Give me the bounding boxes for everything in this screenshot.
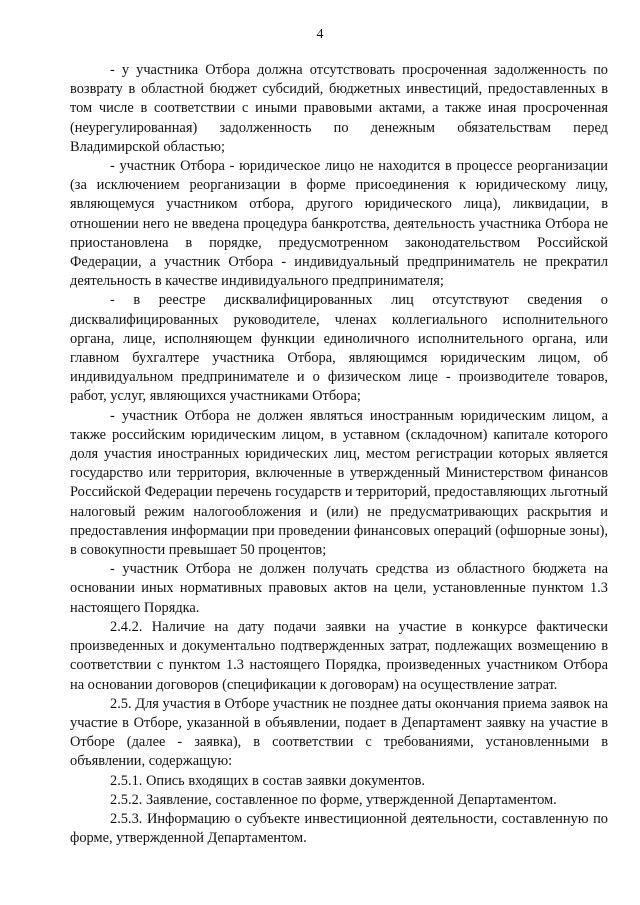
paragraph-2-5-3: 2.5.3. Информацию о субъекте инвестиционной деятельности, составленную по форме, утвержденной Департаментом.: [70, 810, 608, 847]
page-number: 4: [316, 27, 324, 42]
document-body: [70, 61, 608, 848]
paragraph-debt-requirement: - у участника Отбора должна отсутствовать просроченная задолженность по возврату в областной бюджет субсидий, бюджетных инвестиций, предоставленных в том числе в соответствии с иными правовыми актами, а также иная просроченная (неурегулированная) задолженность по денежным обязательствам перед Владимирской областью;: [70, 62, 608, 155]
paragraph-2-5-1: 2.5.1. Опись входящих в состав заявки документов.: [110, 772, 425, 789]
paragraph-2-5-2: 2.5.2. Заявление, составленное по форме, утвержденной Департаментом.: [110, 791, 557, 808]
paragraph-foreign-entity: - участник Отбора не должен являться иностранным юридическим лицом, а также российским юридическим лицом, в уставном (складочном) капитале которого доля участия иностранных юридических лиц, местом регистрации которых является государство или территория, включенные в утвержденный Министерством финансов Российской Федерации перечень государств и территорий, предоставляющих льготный налоговый режим налогообложения и (или) не предусматривающих раскрытия и предоставления информации при проведении финансовых операций (офшорные зоны), в совокупности превышает 50 процентов;: [70, 407, 608, 559]
paragraph-disqualified-registry: - в реестре дисквалифицированных лиц отсутствуют сведения о дисквалифицированных руководителе, членах коллегиального исполнительного органа, лице, исполняющем функции единоличного исполнительного органа, или главном бухгалтере участника Отбора, являющимся юридическим лицом, об индивидуальном предпринимателе и о физическом лице - производителе товаров, работ, услуг, являющихся участниками Отбора;: [70, 292, 608, 405]
paragraph-2-5: 2.5. Для участия в Отборе участник не позднее даты окончания приема заявок на участие в Отборе, указанной в объявлении, подает в Департамент заявку на участие в Отборе (далее - заявка), в соответствии с требованиями, установленными в объявлении, содержащую:: [70, 695, 608, 770]
paragraph-reorganization-requirement: - участник Отбора - юридическое лицо не находится в процессе реорганизации (за исключением реорганизации в форме присоединения к юридическому лицу, являющемуся участником отбора, другого юридического лица), ликвидации, в отношении него не введена процедура банкротства, деятельность участника Отбора не приостановлена в порядке, предусмотренном законодательством Российской Федерации, а участник Отбора - индивидуальный предприниматель не прекратил деятельность в качестве индивидуального предпринимателя;: [70, 158, 608, 290]
paragraph-2-4-2: 2.4.2. Наличие на дату подачи заявки на участие в конкурсе фактически произведенных и документально подтвержденных затрат, подлежащих возмещению в соответствии с пунктом 1.3 настоящего Порядка, произведенных участником Отбора на основании договоров (спецификации к договорам) на осуществление затрат.: [70, 618, 608, 693]
paragraph-other-funding: - участник Отбора не должен получать средства из областного бюджета на основании иных нормативных правовых актов на цели, установленные пунктом 1.3 настоящего Порядка.: [70, 561, 608, 616]
